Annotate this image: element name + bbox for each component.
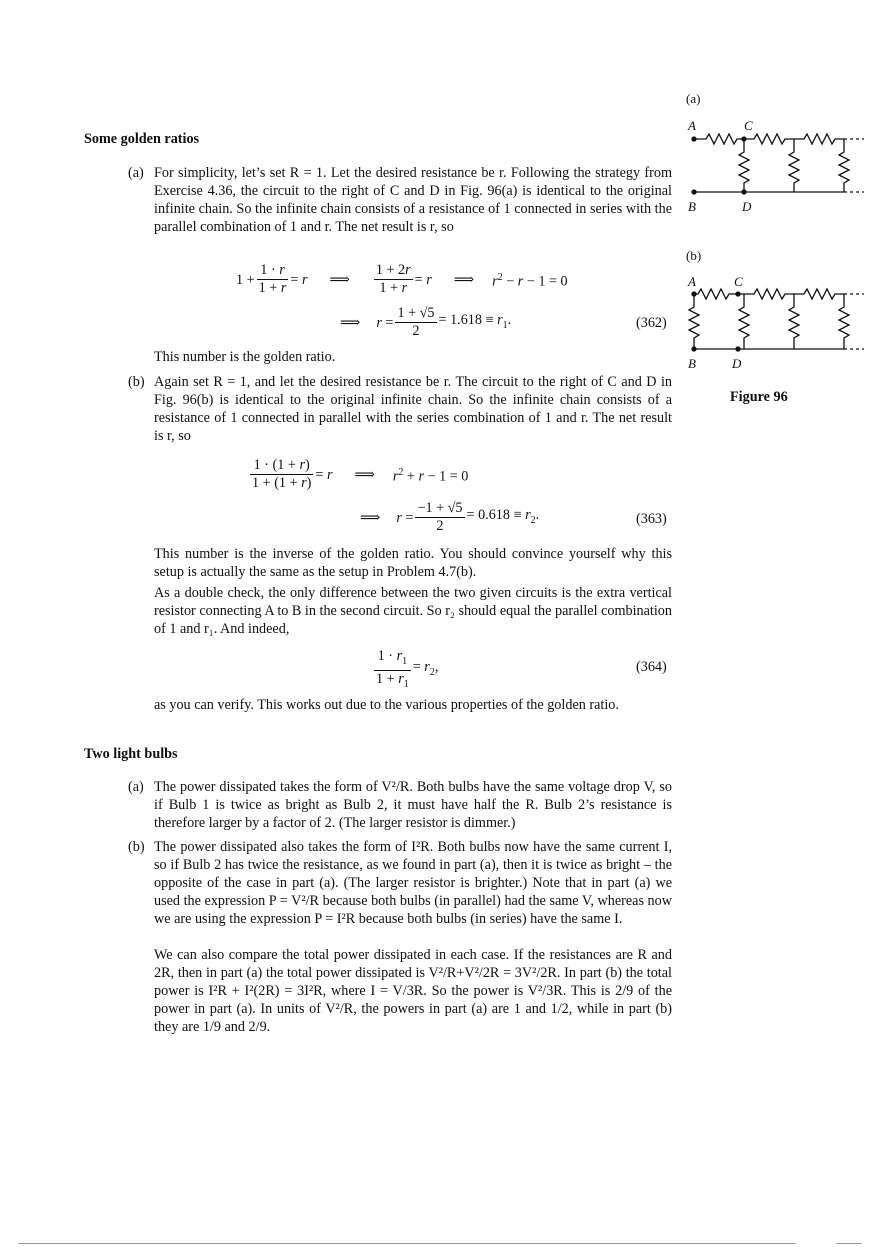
- footer-rule-short: [836, 1243, 862, 1244]
- node-c-label: C: [734, 274, 743, 289]
- circuit-b-wires: [689, 289, 864, 351]
- item-label: (a): [128, 165, 144, 181]
- equation-362-line2: ⟹ r = $\frac{1 + √5}{2}$ = $1.618 \equiv r_1$.: [340, 305, 512, 339]
- footer-rule: [18, 1243, 796, 1244]
- panel-a-label: (a): [686, 91, 701, 106]
- inverse-golden-ratio-note: This number is the inverse of the golden ratio. You should convince yourself why this setup is actually the same as the setup in Problem 4.7(b).: [154, 546, 672, 580]
- equation-363-line1: $\frac{1 \cdot (1 + r)}{1 + (1 + r)}$ = r ⟹ $r^2 + r - 1 = 0$: [252, 457, 469, 491]
- equation-number-364: (364): [636, 659, 667, 675]
- equation-364: $\frac{1 \cdot r_1}{1 + r_1}$ = $r_2$,: [376, 648, 439, 690]
- node-a-label: A: [688, 118, 696, 133]
- list-item-b: [128, 838, 672, 928]
- node-b-label: B: [688, 356, 696, 371]
- item-text: Again set R = 1, and let the desired resistance be r. The circuit to the right of C and D in Fig. 96(b) is identical to the original infinite chain. So the infinite chain consists of a resistance of 1 connected in parallel with the series combination of 1 and r. The net result is r, so: [154, 374, 672, 444]
- equation-number-362: (362): [636, 315, 667, 331]
- double-check-paragraph: As a double check, the only difference between the two given circuits is the extra vertical resistor connecting A to B in the second circuit. So r₂ should equal the parallel combination of 1 and r₁. And indeed,: [154, 585, 672, 637]
- item-text: The power dissipated also takes the form of I²R. Both bulbs now have the same current I, so if Bulb 2 has twice the resistance, as we found in part (a), then it is twice as bright – the opposite of the case in part (a). (The larger resistor is brighter.) Note that in part (a) we used the expression P = V²/R because both bulbs (in parallel) had the same V, whereas now we are using the expression P = I²R because both bulbs (in series) have the same I.: [154, 839, 672, 927]
- list-item-a: [128, 164, 672, 236]
- node-d-label: D: [732, 356, 742, 371]
- section-title-golden-ratios: Some golden ratios: [84, 131, 200, 147]
- list-item-b: [128, 373, 672, 445]
- total-power-paragraph: We can also compare the total power dissipated in each case. If the resistances are R and 2R, then in part (a) the total power dissipated is V²/R+V²/2R = 3V²/2R. In part (b) the total power is I²R + I²(2R) = 3I²R, where I = V/3R. So the power is V²/3R. This is 2/9 of the power in part (a). In units of V²/R, the powers in part (a) are 1 and 1/2, while in part (b) they are 1/9 and 2/9.: [154, 947, 672, 1035]
- item-label: (a): [128, 779, 144, 795]
- item-text: The power dissipated takes the form of V²/R. Both bulbs have the same voltage drop V, so if Bulb 1 is twice as bright as Bulb 2, it must have half the R. Bulb 2’s resistance is therefore larger by a factor of 2. (The larger resistor is dimmer.): [154, 779, 672, 831]
- item-label: (b): [128, 374, 145, 390]
- item-text: For simplicity, let’s set R = 1. Let the desired resistance be r. Following the strategy from Exercise 4.36, the circuit to the right of C and D in Fig. 96(a) is identical to the original infinite chain. So the infinite chain consists of a resistance of 1 connected in series with the parallel combination of 1 and r. The net result is r, so: [154, 165, 672, 235]
- circuit-diagram: [684, 88, 864, 378]
- node-a-label: A: [688, 274, 696, 289]
- circuit-a-wires: [692, 134, 864, 194]
- figure-caption: Figure 96: [730, 389, 788, 405]
- figure-96: [684, 88, 864, 382]
- list-item-a: [128, 778, 672, 832]
- section-title-light-bulbs: Two light bulbs: [84, 746, 178, 762]
- node-d-label: D: [742, 199, 752, 214]
- equation-362-line1: 1 + $\frac{1 \cdot r}{1 + r}$ = r ⟹ $\frac{1 + 2r}{1 + r}$ = r ⟹ $r^2 - r - 1 = 0$: [236, 262, 568, 296]
- verify-paragraph: as you can verify. This works out due to the various properties of the golden ratio.: [154, 697, 619, 713]
- equation-number-363: (363): [636, 511, 667, 527]
- panel-b-label: (b): [686, 248, 702, 263]
- node-c-label: C: [744, 118, 753, 133]
- node-b-label: B: [688, 199, 696, 214]
- item-label: (b): [128, 839, 145, 855]
- golden-ratio-note: This number is the golden ratio.: [154, 349, 336, 365]
- equation-363-line2: ⟹ r = $\frac{-1 + √5}{2}$ = $0.618 \equiv r_2$.: [360, 500, 540, 534]
